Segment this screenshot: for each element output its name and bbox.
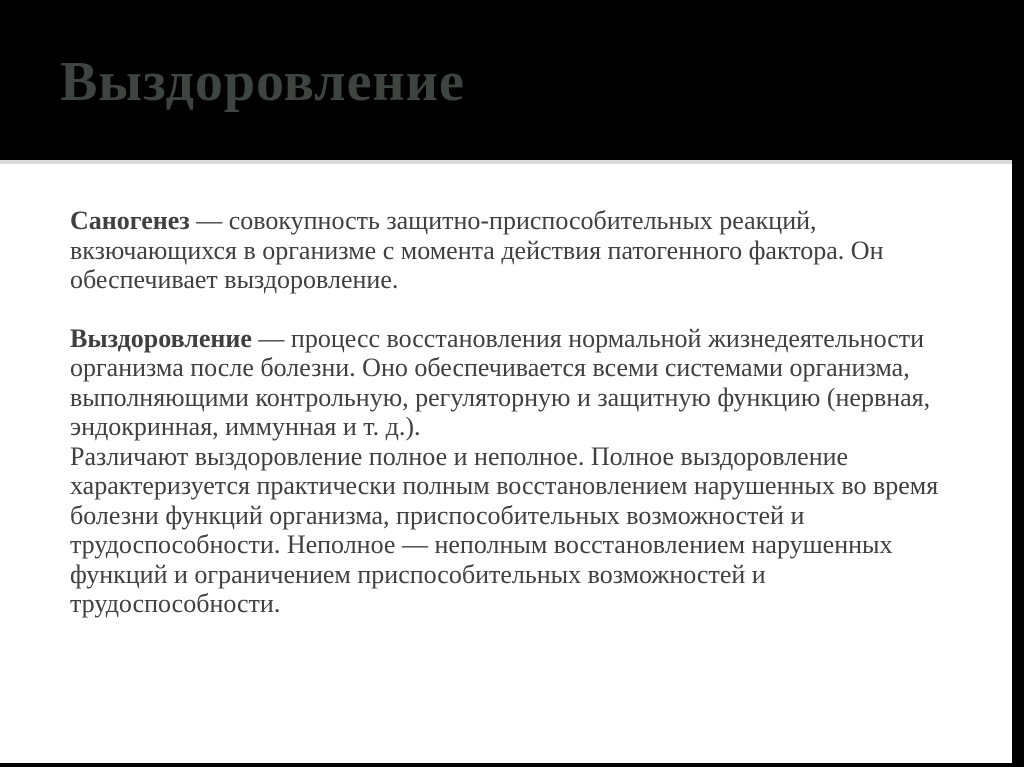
definition-sanogenesis: — совокупность защитно-приспособительных реакций, вкзючающихся в организме с момента действия патогенного фактора. Он обеспечивает выздоровление. [70,206,884,294]
recovery-types-text: Различают выздоровление полное и неполное. Полное выздоровление характеризуется практически полным восстановлением нарушенных во время болезни функций организма, приспособительных возможностей и трудоспособности. Неполное — неполным восстановлением нарушенных функций и ограничением приспособительных возможностей и трудоспособности. [70,441,939,618]
content-panel [0,160,1012,763]
title-band [0,0,1024,158]
paragraph-sanogenesis [70,206,970,295]
body-text [70,206,970,619]
paragraph-recovery-types [70,442,970,619]
term-sanogenesis: Саногенез [70,206,190,235]
term-recovery: Выздоровление [70,323,252,353]
slide-title: Выздоровление [60,51,465,113]
paragraph-recovery [70,324,970,442]
definition-recovery: — процесс восстановления нормальной жизнедеятельности организма после болезни. Оно обеспечивается всеми системами организма, выполняющими контрольную, регуляторную и защитную функцию (нервная, эндокринная, иммунная и т. д.). [70,323,931,441]
